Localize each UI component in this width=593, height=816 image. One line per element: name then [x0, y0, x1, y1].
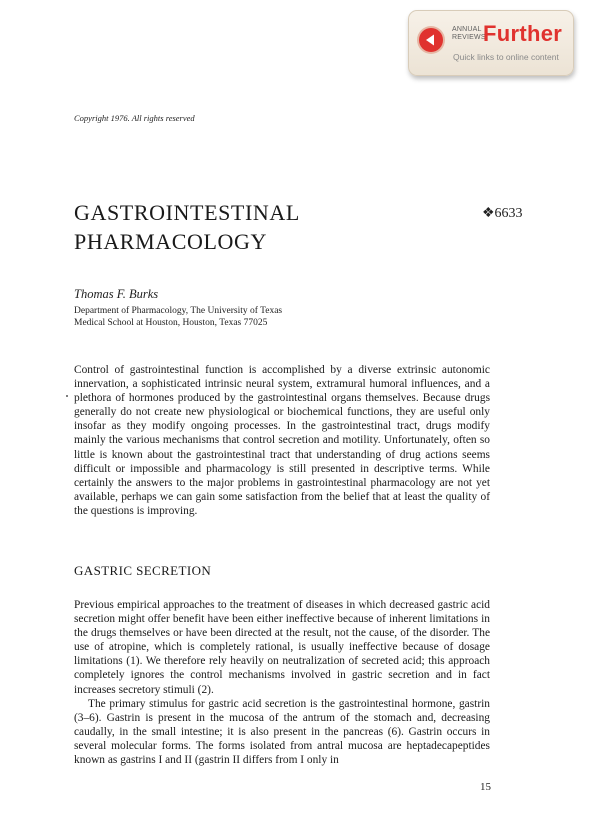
- body-paragraph-2: The primary stimulus for gastric acid secretion is the gastrointestinal hormone, gastrin (3–6). Gastrin is present in the mucosa of the antrum of the stomach and, decreasing caudally, in the small intestine; it is also present in the pancreas (6). Gastrin occurs in several molecular forms. The forms isolated from antral mucosa are heptadecapeptides known as gastrins I and II (gastrin II differs from I only in: [74, 697, 490, 767]
- affiliation-line2: Medical School at Houston, Houston, Texas 77025: [74, 318, 268, 328]
- brand-line-annual: ANNUAL: [452, 26, 482, 33]
- scan-speck: [66, 395, 68, 397]
- author-name: Thomas F. Burks: [74, 287, 159, 301]
- article-title: [74, 198, 300, 256]
- further-quick-links-badge[interactable]: [408, 10, 574, 76]
- article-title-line1: GASTROINTESTINAL: [74, 200, 300, 225]
- brand-line-reviews: REVIEWS: [452, 34, 486, 41]
- section-heading: GASTRIC SECRETION: [74, 563, 212, 578]
- copyright-notice: Copyright 1976. All rights reserved: [74, 113, 195, 123]
- body-paragraph-1: Previous empirical approaches to the treatment of diseases in which decreased gastric acid secretion might offer benefit have been either ineffective because of inherent limitations in the drugs themselves or have been directed at the result, not the cause, of the disorder. The use of atropine, which is completely rational, is usually ineffective because of dosage limitations (1). We therefore rely heavily on neutralization of secreted acid; this approach completely ignores the control mechanisms involved in gastric secretion and in fact increases secretory stimuli (2).: [74, 599, 490, 696]
- abstract-paragraph: Control of gastrointestinal function is accomplished by a diverse extrinsic autonomic innervation, a sophisticated intrinsic neural system, extramural humoral influences, and a plethora of hormones produced by the gastrointestinal organs themselves. Because drugs generally do not create new physiological or biochemical functions, they are useful only insofar as they modify ongoing processes. In the gastrointestinal tract, drugs modify mainly the various mechanisms that control secretion and motility. Unfortunately, often so little is known about the gastrointestinal tract that understanding of drug actions seems difficult or impossible and pharmacology is still presented in descriptive terms. While certainly the answers to the major problems in gastrointestinal pharmacology are not yet available, perhaps we can gain some satisfaction from the belief that at least the quality of the questions is improving.: [74, 364, 490, 517]
- author-affiliation: [74, 305, 282, 329]
- article-code: ❖6633: [482, 206, 523, 221]
- page-number: 15: [480, 781, 491, 793]
- further-subtitle: Quick links to online content: [453, 52, 559, 62]
- section-body: [74, 598, 490, 767]
- affiliation-line1: Department of Pharmacology, The University of Texas: [74, 306, 283, 316]
- further-word: Further: [483, 21, 563, 46]
- annual-reviews-brand: [452, 26, 486, 42]
- article-title-line2: PHARMACOLOGY: [74, 229, 267, 254]
- left-arrow-icon: [419, 28, 443, 52]
